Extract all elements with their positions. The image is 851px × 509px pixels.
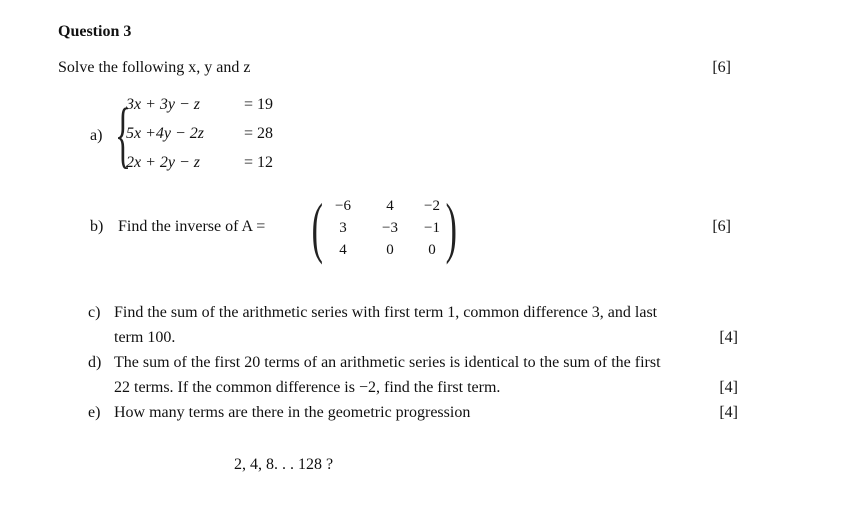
equation-3-lhs: 2x + 2y − z [126, 154, 201, 171]
part-e-label: e) [88, 404, 101, 421]
part-a-label: a) [90, 127, 103, 144]
equation-1-rhs: = 19 [244, 96, 274, 113]
equation-3-rhs: = 12 [244, 154, 274, 171]
part-e-marks: [4] [719, 404, 738, 421]
matrix-cell: 0 [386, 242, 394, 258]
part-d-line1: The sum of the first 20 terms of an arithmetic series is identical to the sum of the first [114, 354, 661, 371]
part-d-marks: [4] [719, 379, 738, 396]
matrix-cell: −6 [335, 198, 351, 214]
matrix-cell: 3 [339, 220, 347, 236]
matrix-cell: −1 [424, 220, 440, 236]
part-b-text: Find the inverse of A = [118, 218, 266, 235]
matrix-cell: 4 [339, 242, 347, 258]
part-c-marks: [4] [719, 329, 738, 346]
left-brace: { [115, 94, 131, 176]
part-c-line1: Find the sum of the arithmetic series with first term 1, common difference 3, and last [114, 304, 658, 321]
equation-1-lhs: 3x + 3y − z [126, 96, 201, 113]
geometric-sequence: 2, 4, 8. . . 128 ? [234, 456, 334, 473]
part-c-line2: term 100. [114, 329, 176, 346]
matrix-cell: 4 [386, 198, 394, 214]
equation-2-lhs: 5x +4y − 2z [126, 125, 205, 142]
equation-2-rhs: = 28 [244, 125, 274, 142]
question-title: Question 3 [58, 23, 132, 40]
matrix-cell: −2 [424, 198, 440, 214]
question-intro: Solve the following x, y and z [58, 59, 251, 76]
matrix-right-paren: ) [445, 189, 457, 265]
intro-marks: [6] [712, 59, 731, 76]
part-d-line2: 22 terms. If the common difference is −2, find the first term. [114, 379, 501, 396]
part-b-label: b) [90, 218, 104, 235]
part-b-marks: [6] [712, 218, 731, 235]
matrix-cell: 0 [428, 242, 436, 258]
part-e-text: How many terms are there in the geometric progression [114, 404, 471, 421]
part-c-label: c) [88, 304, 101, 321]
matrix-left-paren: ( [311, 189, 323, 265]
matrix-cell: −3 [382, 220, 398, 236]
part-d-label: d) [88, 354, 102, 371]
